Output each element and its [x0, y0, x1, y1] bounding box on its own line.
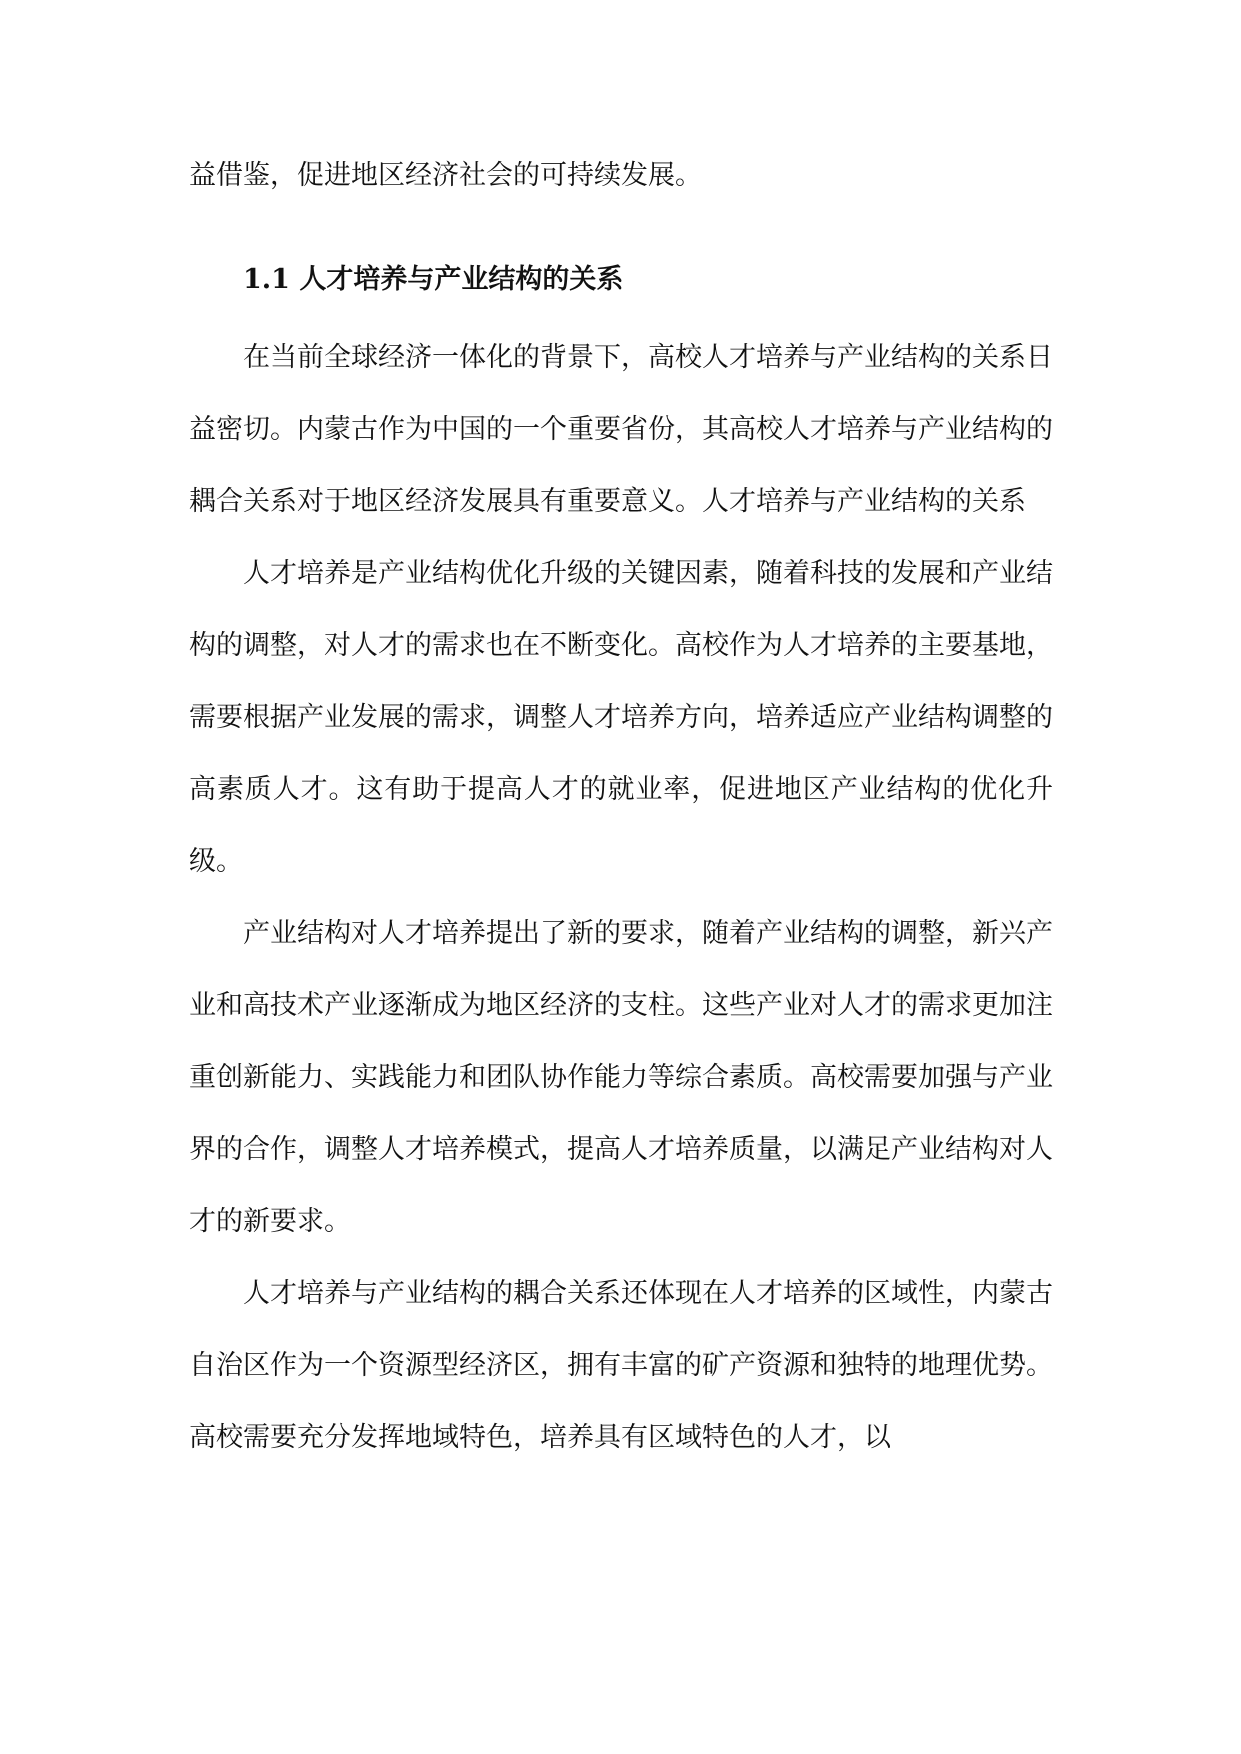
section-heading-block: [189, 244, 1053, 316]
body-paragraph-3: 产业结构对人才培养提出了新的要求，随着产业结构的调整，新兴产业和高技术产业逐渐成为地区经济的支柱。这些产业对人才的需求更加注重创新能力、实践能力和团队协作能力等综合素质。高校需要加强与产业界的合作，调整人才培养模式，提高人才培养质量，以满足产业结构对人才的新要求。: [189, 918, 1053, 1237]
body-paragraph-2: 人才培养是产业结构优化升级的关键因素，随着科技的发展和产业结构的调整，对人才的需求也在不断变化。高校作为人才培养的主要基地，需要根据产业发展的需求，调整人才培养方向，培养适应产业结构调整的高素质人才。这有助于提高人才的就业率，促进地区产业结构的优化升级。: [189, 558, 1053, 877]
continuation-block: [189, 140, 1053, 212]
continuation-paragraph: 益借鉴，促进地区经济社会的可持续发展。: [189, 160, 702, 191]
body-paragraph-1: 在当前全球经济一体化的背景下，高校人才培养与产业结构的关系日益密切。内蒙古作为中国的一个重要省份，其高校人才培养与产业结构的耦合关系对于地区经济发展具有重要意义。人才培养与产业结构的关系: [189, 342, 1053, 517]
section-body: [189, 322, 1053, 1474]
section-heading: 1.1 人才培养与产业结构的关系: [243, 264, 624, 295]
body-paragraph-4: 人才培养与产业结构的耦合关系还体现在人才培养的区域性，内蒙古自治区作为一个资源型经济区，拥有丰富的矿产资源和独特的地理优势。高校需要充分发挥地域特色，培养具有区域特色的人才，以: [189, 1278, 1053, 1453]
